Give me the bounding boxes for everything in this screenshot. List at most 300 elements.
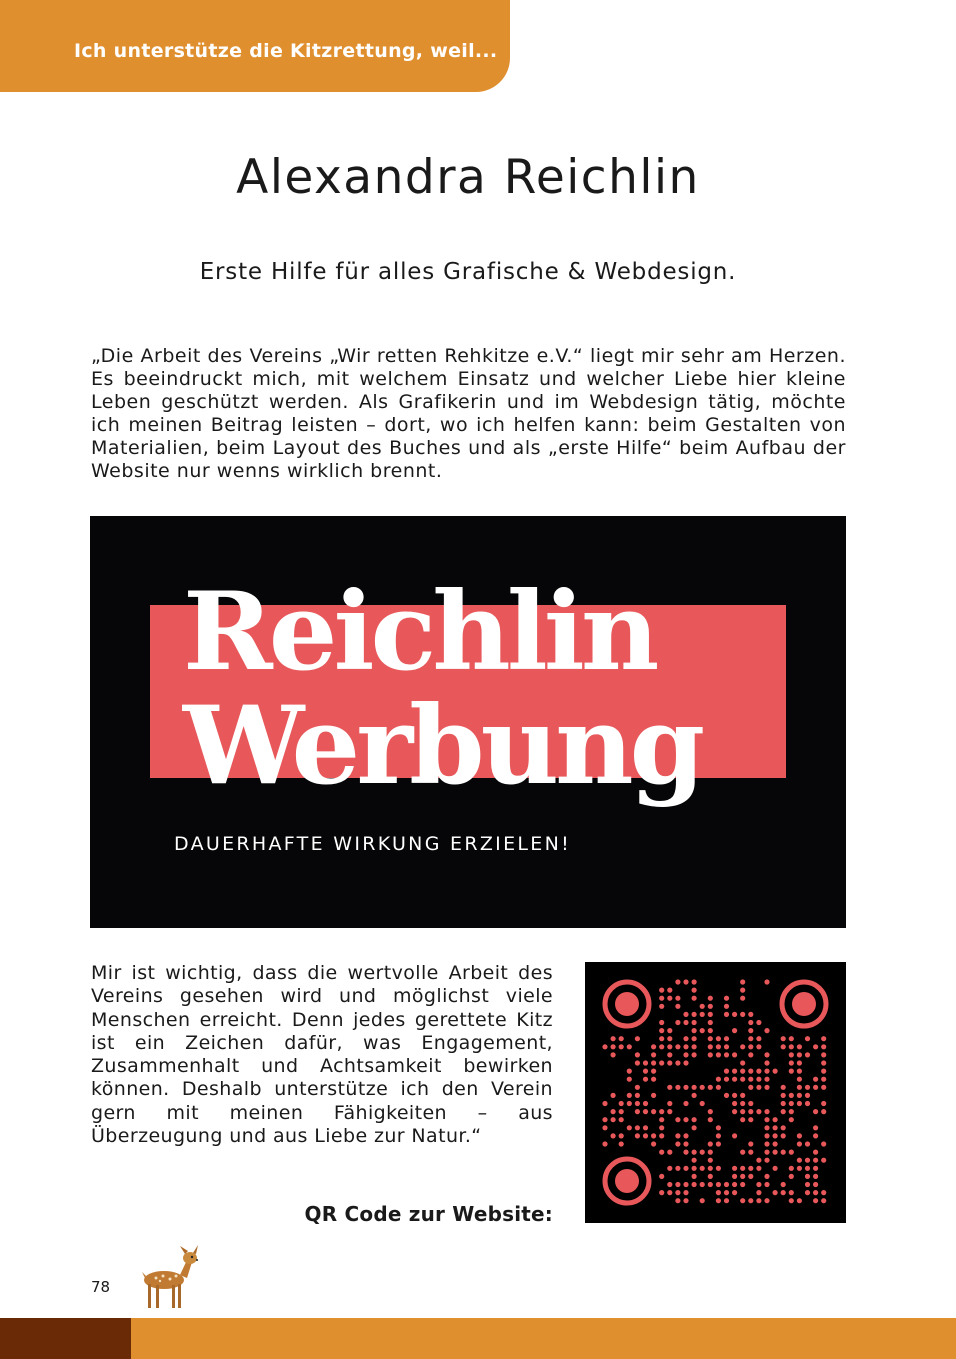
- qr-module: [611, 1052, 616, 1057]
- qr-module: [805, 1101, 810, 1106]
- banner-tagline: DAUERHAFTE WIRKUNG ERZIELEN!: [174, 833, 572, 855]
- qr-module: [740, 1077, 745, 1082]
- qr-module: [683, 1117, 688, 1122]
- qr-module: [732, 1052, 737, 1057]
- qr-module: [683, 1101, 688, 1106]
- qr-module: [651, 1060, 656, 1065]
- qr-module: [724, 1198, 729, 1203]
- qr-module: [740, 1060, 745, 1065]
- qr-module: [692, 979, 697, 984]
- qr-module: [683, 1150, 688, 1155]
- qr-module: [611, 1109, 616, 1114]
- qr-module: [748, 1166, 753, 1171]
- qr-module: [659, 1133, 664, 1138]
- qr-module: [764, 1052, 769, 1057]
- qr-module: [821, 1085, 826, 1090]
- qr-module: [619, 1141, 624, 1146]
- qr-module: [708, 1150, 713, 1155]
- qr-module: [789, 1198, 794, 1203]
- qr-module: [748, 1052, 753, 1057]
- qr-module: [781, 1085, 786, 1090]
- qr-module: [716, 1085, 721, 1090]
- qr-module: [643, 1077, 648, 1082]
- qr-module: [756, 1020, 761, 1025]
- qr-module: [667, 1044, 672, 1049]
- qr-module: [724, 1190, 729, 1195]
- qr-module: [748, 1141, 753, 1146]
- qr-module: [821, 1109, 826, 1114]
- qr-module: [627, 1101, 632, 1106]
- qr-module: [813, 1182, 818, 1187]
- qr-module: [756, 1158, 761, 1163]
- qr-module: [683, 1060, 688, 1065]
- qr-module: [651, 1077, 656, 1082]
- qr-module: [756, 1069, 761, 1074]
- qr-module: [659, 1174, 664, 1179]
- qr-module: [692, 1028, 697, 1033]
- qr-module: [740, 1198, 745, 1203]
- qr-module: [692, 996, 697, 1001]
- qr-module: [789, 1166, 794, 1171]
- qr-module: [611, 1093, 616, 1098]
- qr-module: [805, 1182, 810, 1187]
- qr-finder-dot: [615, 1169, 639, 1193]
- qr-module: [740, 1117, 745, 1122]
- qr-module: [797, 1198, 802, 1203]
- chapter-header-text: Ich unterstütze die Kitzrettung, weil...: [74, 40, 498, 62]
- qr-finder-dot: [792, 992, 816, 1016]
- chapter-header-tab: [0, 0, 510, 92]
- qr-module: [716, 1036, 721, 1041]
- qr-module: [781, 1182, 786, 1187]
- qr-module: [821, 1158, 826, 1163]
- qr-module: [708, 1109, 713, 1114]
- qr-module: [659, 1044, 664, 1049]
- qr-module: [683, 1036, 688, 1041]
- qr-module: [813, 1125, 818, 1130]
- qr-module: [675, 979, 680, 984]
- qr-module: [643, 1060, 648, 1065]
- qr-module: [716, 1077, 721, 1082]
- qr-module: [659, 1190, 664, 1195]
- qr-module: [748, 1036, 753, 1041]
- qr-module: [773, 1190, 778, 1195]
- qr-module: [764, 1158, 769, 1163]
- qr-module: [797, 1093, 802, 1098]
- qr-module: [675, 1060, 680, 1065]
- qr-module: [692, 1085, 697, 1090]
- qr-module: [756, 1077, 761, 1082]
- qr-module: [627, 1093, 632, 1098]
- qr-module: [683, 1141, 688, 1146]
- qr-module: [756, 1085, 761, 1090]
- qr-module: [692, 1036, 697, 1041]
- qr-module: [773, 1166, 778, 1171]
- qr-code-graphic: [585, 962, 846, 1223]
- qr-module: [756, 1109, 761, 1114]
- qr-module: [667, 1182, 672, 1187]
- qr-module: [797, 1158, 802, 1163]
- reichlin-werbung-logo-banner: [90, 516, 846, 928]
- qr-module: [643, 1133, 648, 1138]
- qr-module: [740, 996, 745, 1001]
- qr-module: [602, 1044, 607, 1049]
- qr-module: [748, 1101, 753, 1106]
- qr-module: [667, 1052, 672, 1057]
- qr-module: [675, 1198, 680, 1203]
- qr-module: [659, 988, 664, 993]
- qr-module: [821, 1044, 826, 1049]
- qr-module: [683, 1182, 688, 1187]
- qr-module: [692, 1012, 697, 1017]
- qr-module: [675, 1166, 680, 1171]
- qr-module: [781, 1150, 786, 1155]
- qr-module: [675, 1020, 680, 1025]
- qr-module: [781, 1190, 786, 1195]
- qr-module: [821, 1036, 826, 1041]
- qr-module: [651, 1109, 656, 1114]
- qr-module: [667, 1109, 672, 1114]
- qr-module: [781, 1044, 786, 1049]
- qr-module: [708, 996, 713, 1001]
- qr-module: [635, 1133, 640, 1138]
- body-paragraph: Mir ist wichtig, dass die wertvolle Arbeit des Vereins gesehen wird und möglichst viele Menschen erreicht. Denn jedes gerettete Kitz ist ein Zeichen dafür, was Engagement, Zusammenhalt und Achtsamkeit bewirken können. Deshalb unterstütze ich den Verein gern mit meinen Fähigkeiten – aus Überzeugung und aus Liebe zur Natur.“: [91, 962, 553, 1148]
- qr-module: [692, 1166, 697, 1171]
- qr-module: [789, 1174, 794, 1179]
- qr-module: [635, 1060, 640, 1065]
- qr-module: [821, 1077, 826, 1082]
- qr-module: [764, 1174, 769, 1179]
- qr-module: [683, 1020, 688, 1025]
- qr-module: [773, 1125, 778, 1130]
- qr-module: [675, 1117, 680, 1122]
- qr-module: [781, 1093, 786, 1098]
- qr-module: [635, 1052, 640, 1057]
- qr-module: [692, 1174, 697, 1179]
- qr-module: [708, 1166, 713, 1171]
- qr-module: [635, 1036, 640, 1041]
- qr-module: [748, 1044, 753, 1049]
- qr-module: [619, 1101, 624, 1106]
- qr-module: [716, 1190, 721, 1195]
- qr-module: [700, 1085, 705, 1090]
- qr-module: [789, 1101, 794, 1106]
- qr-module: [764, 1182, 769, 1187]
- qr-module: [797, 1101, 802, 1106]
- qr-module: [708, 1158, 713, 1163]
- qr-module: [651, 1141, 656, 1146]
- qr-module: [764, 1198, 769, 1203]
- qr-module: [611, 1133, 616, 1138]
- qr-module: [675, 1085, 680, 1090]
- qr-module: [675, 1182, 680, 1187]
- qr-module: [821, 1198, 826, 1203]
- qr-module: [692, 1020, 697, 1025]
- qr-module: [813, 1085, 818, 1090]
- qr-module: [619, 1117, 624, 1122]
- qr-module: [675, 1190, 680, 1195]
- qr-module: [805, 1174, 810, 1179]
- qr-module: [683, 1085, 688, 1090]
- qr-module: [789, 1044, 794, 1049]
- qr-module: [659, 1125, 664, 1130]
- qr-module: [732, 1093, 737, 1098]
- qr-module: [716, 1125, 721, 1130]
- qr-module: [756, 1190, 761, 1195]
- footer-bar-dark: [0, 1318, 131, 1359]
- qr-module: [659, 996, 664, 1001]
- qr-module: [692, 1182, 697, 1187]
- qr-module: [635, 1093, 640, 1098]
- qr-module: [700, 1012, 705, 1017]
- qr-module: [821, 1052, 826, 1057]
- fawn-icon: [132, 1242, 204, 1314]
- qr-module: [667, 1028, 672, 1033]
- qr-module: [813, 1198, 818, 1203]
- qr-module: [748, 1069, 753, 1074]
- qr-module: [748, 1198, 753, 1203]
- qr-module: [611, 1036, 616, 1041]
- qr-module: [667, 1101, 672, 1106]
- qr-module: [789, 1150, 794, 1155]
- qr-module: [756, 1166, 761, 1171]
- qr-module: [724, 1093, 729, 1098]
- qr-module: [805, 1158, 810, 1163]
- qr-module: [781, 1109, 786, 1114]
- qr-module: [611, 1117, 616, 1122]
- qr-module: [740, 1044, 745, 1049]
- qr-module: [797, 1133, 802, 1138]
- qr-module: [797, 1141, 802, 1146]
- qr-module: [740, 1012, 745, 1017]
- qr-module: [627, 1069, 632, 1074]
- qr-module: [773, 1117, 778, 1122]
- qr-module: [700, 1182, 705, 1187]
- qr-module: [732, 1101, 737, 1106]
- qr-module: [773, 1150, 778, 1155]
- qr-module: [651, 1069, 656, 1074]
- qr-module: [813, 1150, 818, 1155]
- qr-module: [740, 1150, 745, 1155]
- qr-module: [805, 1036, 810, 1041]
- qr-module: [805, 1166, 810, 1171]
- qr-module: [813, 1109, 818, 1114]
- qr-module: [732, 1174, 737, 1179]
- qr-module: [740, 1101, 745, 1106]
- qr-module: [724, 1077, 729, 1082]
- qr-module: [683, 1166, 688, 1171]
- qr-module: [683, 1133, 688, 1138]
- qr-module: [740, 979, 745, 984]
- qr-module: [659, 1004, 664, 1009]
- qr-module: [675, 1141, 680, 1146]
- qr-module: [700, 1028, 705, 1033]
- qr-module: [781, 1036, 786, 1041]
- qr-module: [692, 1052, 697, 1057]
- qr-module: [659, 1020, 664, 1025]
- qr-module: [789, 1117, 794, 1122]
- qr-code-icon[interactable]: [585, 962, 846, 1223]
- qr-module: [659, 1150, 664, 1155]
- qr-module: [781, 1101, 786, 1106]
- qr-module: [635, 1085, 640, 1090]
- qr-module: [813, 1158, 818, 1163]
- qr-module: [692, 1125, 697, 1130]
- qr-module: [667, 996, 672, 1001]
- qr-module: [708, 1036, 713, 1041]
- qr-module: [797, 1060, 802, 1065]
- qr-module: [732, 1190, 737, 1195]
- qr-module: [797, 1166, 802, 1171]
- qr-module: [692, 1117, 697, 1122]
- qr-module: [764, 1117, 769, 1122]
- qr-module: [627, 1044, 632, 1049]
- qr-module: [692, 1150, 697, 1155]
- qr-module: [813, 1174, 818, 1179]
- qr-module: [619, 1133, 624, 1138]
- qr-module: [813, 1077, 818, 1082]
- qr-module: [764, 979, 769, 984]
- qr-module: [667, 1166, 672, 1171]
- qr-module: [748, 1117, 753, 1122]
- qr-module: [781, 1125, 786, 1130]
- qr-module: [740, 1109, 745, 1114]
- qr-module: [602, 1117, 607, 1122]
- qr-module: [789, 1069, 794, 1074]
- qr-module: [764, 1125, 769, 1130]
- qr-module: [708, 1028, 713, 1033]
- qr-module: [789, 1109, 794, 1114]
- qr-module: [724, 1004, 729, 1009]
- banner-line-1: Reichlin: [183, 569, 656, 695]
- qr-module: [708, 1020, 713, 1025]
- qr-module: [667, 1060, 672, 1065]
- qr-module: [643, 1109, 648, 1114]
- qr-module: [724, 996, 729, 1001]
- qr-module: [740, 1093, 745, 1098]
- qr-module: [797, 1069, 802, 1074]
- qr-module: [659, 1036, 664, 1041]
- qr-module: [748, 1077, 753, 1082]
- qr-module: [740, 1166, 745, 1171]
- qr-module: [692, 1093, 697, 1098]
- page-title: Alexandra Reichlin: [236, 150, 700, 205]
- qr-module: [643, 1069, 648, 1074]
- qr-module: [797, 1077, 802, 1082]
- qr-module: [692, 1158, 697, 1163]
- qr-module: [764, 1028, 769, 1033]
- qr-module: [627, 1077, 632, 1082]
- footer-bar-orange: [131, 1318, 956, 1359]
- qr-module: [716, 1141, 721, 1146]
- qr-module: [651, 1133, 656, 1138]
- qr-module: [643, 1125, 648, 1130]
- qr-module: [708, 1052, 713, 1057]
- qr-module: [740, 1182, 745, 1187]
- qr-module: [619, 1036, 624, 1041]
- qr-module: [732, 1028, 737, 1033]
- qr-module: [813, 1133, 818, 1138]
- qr-module: [716, 1044, 721, 1049]
- qr-module: [821, 1141, 826, 1146]
- qr-module: [708, 1174, 713, 1179]
- qr-module: [667, 1085, 672, 1090]
- qr-module: [821, 1101, 826, 1106]
- qr-module: [716, 1182, 721, 1187]
- qr-module: [667, 1190, 672, 1195]
- qr-module: [667, 1150, 672, 1155]
- qr-module: [716, 1052, 721, 1057]
- qr-module: [627, 1125, 632, 1130]
- qr-module: [732, 1166, 737, 1171]
- qr-module: [813, 1190, 818, 1195]
- qr-module: [716, 1198, 721, 1203]
- qr-module: [667, 988, 672, 993]
- qr-module: [805, 1085, 810, 1090]
- qr-module: [764, 1141, 769, 1146]
- qr-module: [764, 1077, 769, 1082]
- qr-module: [708, 1004, 713, 1009]
- qr-module: [683, 1052, 688, 1057]
- qr-module: [683, 1198, 688, 1203]
- qr-module: [708, 1085, 713, 1090]
- qr-module: [700, 1166, 705, 1171]
- qr-module: [740, 1069, 745, 1074]
- qr-module: [756, 1182, 761, 1187]
- qr-module: [602, 1101, 607, 1106]
- qr-module: [789, 1093, 794, 1098]
- qr-module: [797, 1085, 802, 1090]
- qr-module: [789, 1190, 794, 1195]
- qr-module: [683, 979, 688, 984]
- qr-module: [813, 1044, 818, 1049]
- qr-module: [675, 1004, 680, 1009]
- qr-module: [724, 1182, 729, 1187]
- qr-module: [773, 1133, 778, 1138]
- qr-module: [732, 1069, 737, 1074]
- qr-module: [805, 1190, 810, 1195]
- qr-module: [805, 1093, 810, 1098]
- qr-module: [643, 1101, 648, 1106]
- qr-module: [619, 1109, 624, 1114]
- qr-module: [732, 1133, 737, 1138]
- qr-module: [797, 1052, 802, 1057]
- qr-module: [651, 1093, 656, 1098]
- qr-module: [740, 1174, 745, 1179]
- qr-module: [716, 1133, 721, 1138]
- qr-module: [708, 1141, 713, 1146]
- qr-module: [764, 1060, 769, 1065]
- qr-module: [675, 1133, 680, 1138]
- qr-module: [724, 1044, 729, 1049]
- qr-module: [635, 1109, 640, 1114]
- qr-module: [748, 1028, 753, 1033]
- qr-module: [651, 1044, 656, 1049]
- qr-module: [781, 1133, 786, 1138]
- qr-module: [756, 1198, 761, 1203]
- qr-module: [748, 1174, 753, 1179]
- qr-module: [789, 1060, 794, 1065]
- qr-module: [659, 1109, 664, 1114]
- qr-module: [708, 1117, 713, 1122]
- qr-module: [748, 1109, 753, 1114]
- qr-module: [683, 1012, 688, 1017]
- qr-module: [716, 1166, 721, 1171]
- qr-module: [748, 1020, 753, 1025]
- qr-module: [756, 1044, 761, 1049]
- qr-module: [805, 1052, 810, 1057]
- qr-module: [821, 1190, 826, 1195]
